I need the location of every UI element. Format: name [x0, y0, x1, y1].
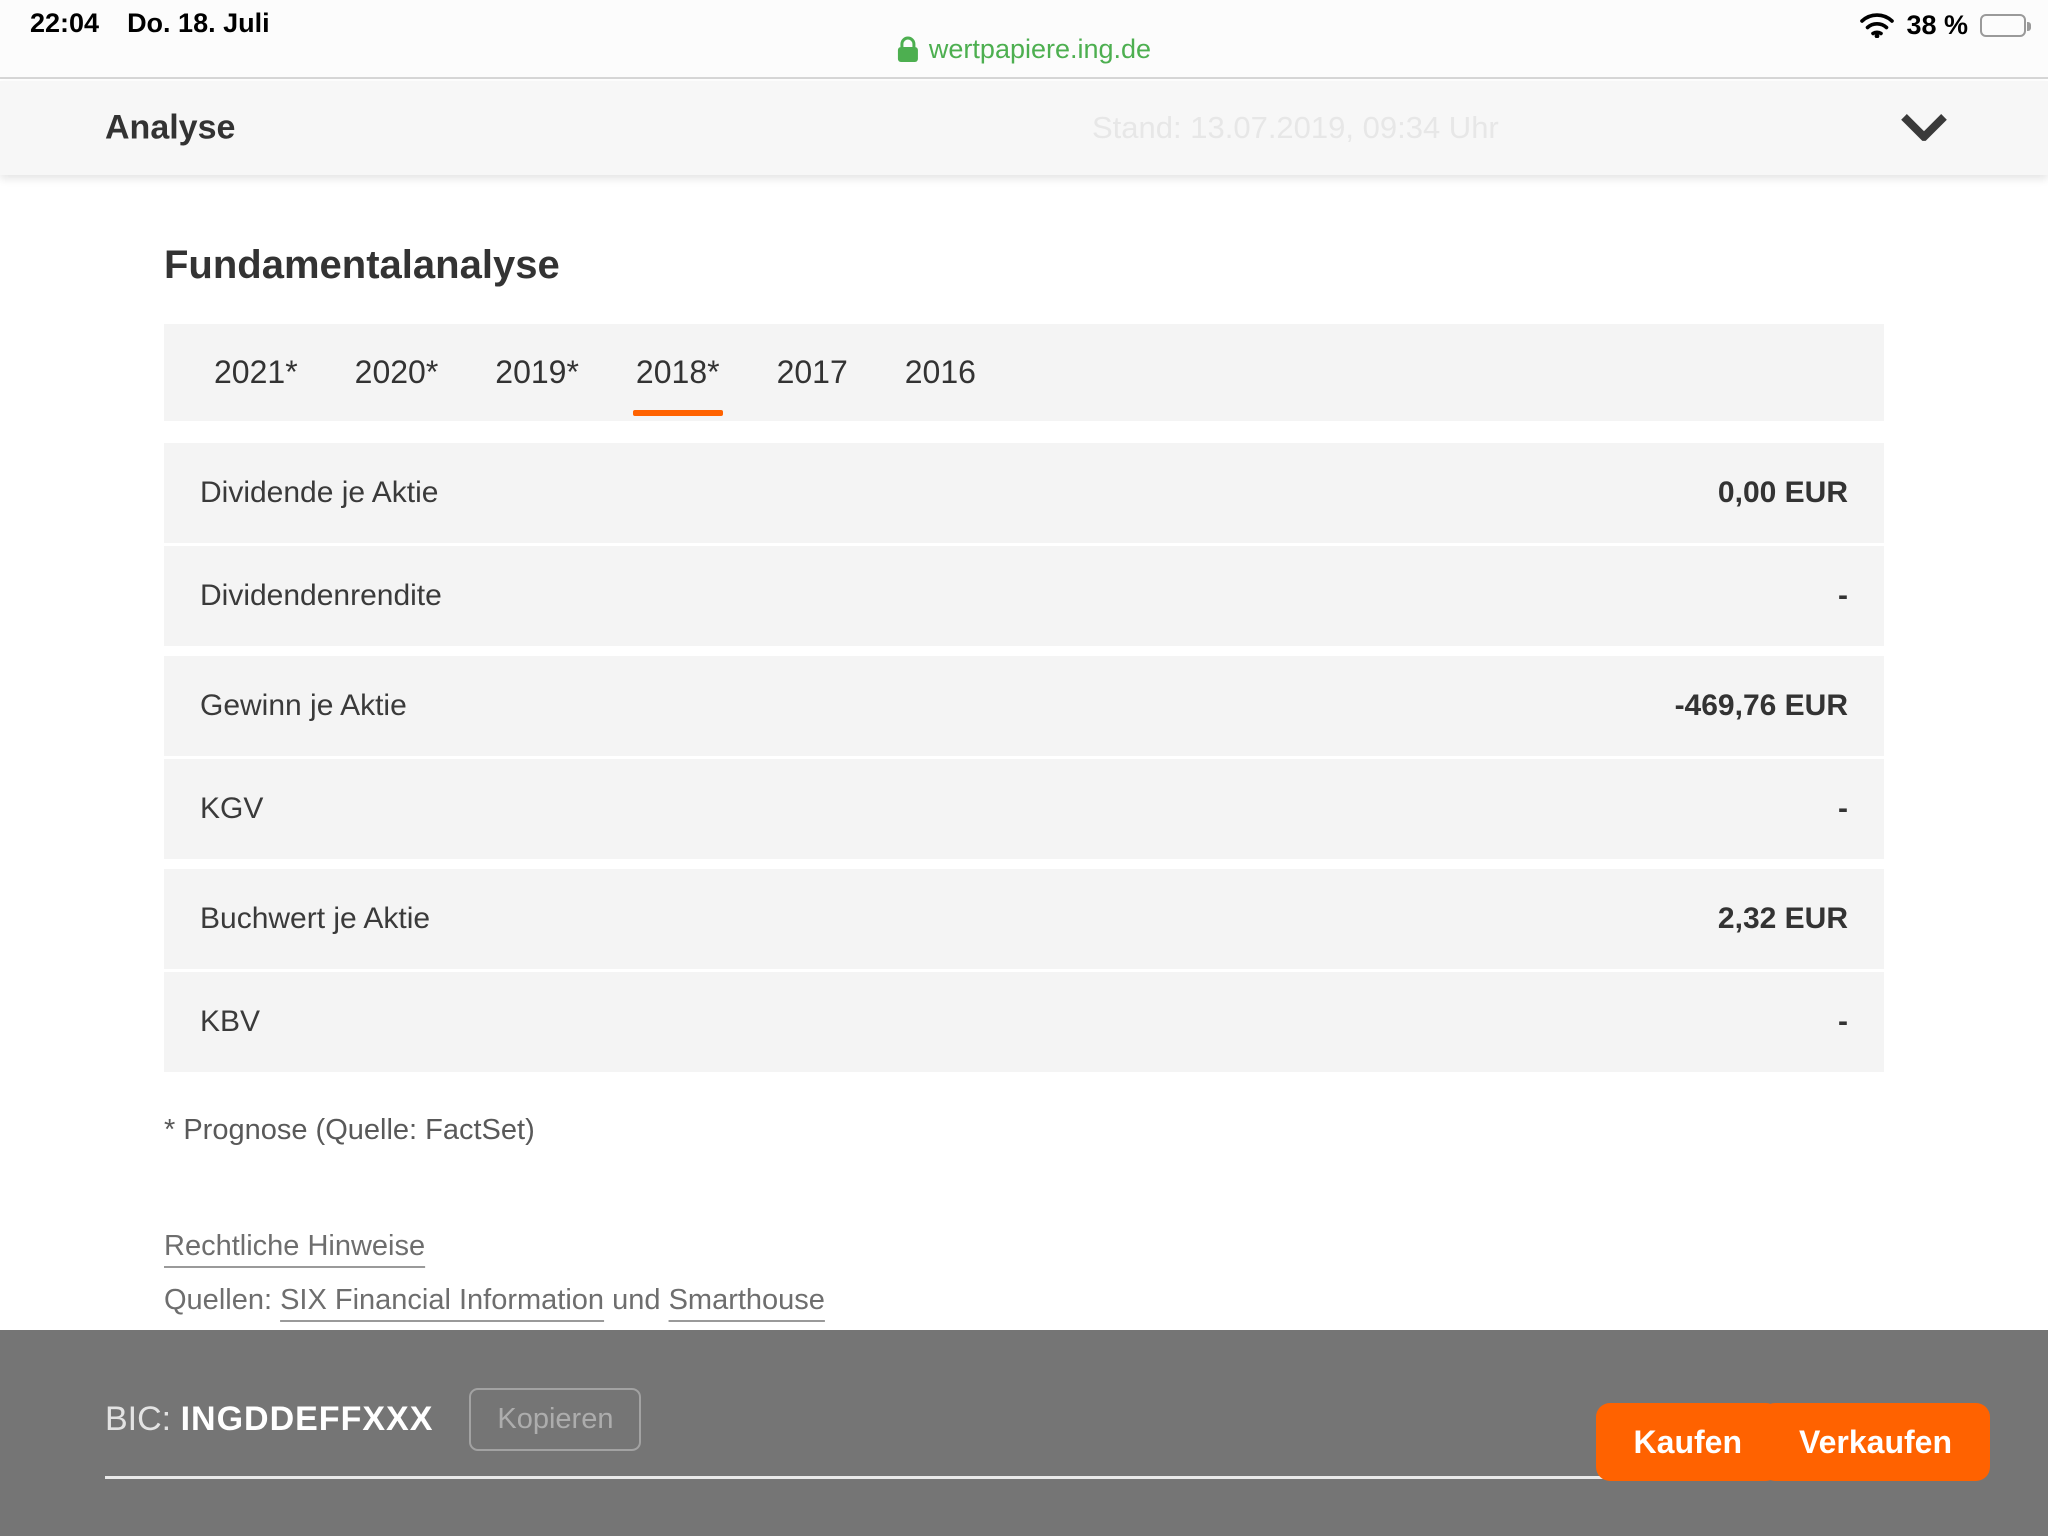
tab-2019[interactable]: 2019* — [495, 354, 579, 390]
row-label: Gewinn je Aktie — [200, 689, 407, 722]
wifi-icon — [1860, 13, 1894, 38]
row-value: -469,76 EUR — [1674, 689, 1848, 722]
url-text: wertpapiere.ing.de — [928, 34, 1152, 64]
row-label: Dividende je Aktie — [200, 476, 439, 509]
row-value: - — [1838, 579, 1848, 612]
fundamentals-table — [164, 443, 1884, 1072]
tab-2021[interactable]: 2021* — [214, 354, 298, 390]
forecast-footnote: * Prognose (Quelle: FactSet) — [164, 1114, 535, 1146]
row-label: Buchwert je Aktie — [200, 902, 431, 935]
row-value: - — [1838, 792, 1848, 825]
table-row — [164, 869, 1884, 969]
date: Do. 18. Juli — [127, 8, 270, 38]
bic-label: BIC: — [105, 1400, 181, 1438]
bic-value: INGDDEFFXXX — [180, 1400, 434, 1438]
section-title: Fundamentalanalyse — [164, 243, 560, 287]
table-row — [164, 656, 1884, 756]
table-row — [164, 546, 1884, 646]
source-link-smarthouse[interactable]: Smarthouse — [668, 1284, 825, 1316]
page-title: Analyse — [105, 108, 236, 147]
legal-notice-link[interactable]: Rechtliche Hinweise — [164, 1230, 426, 1262]
table-row — [164, 759, 1884, 859]
table-row — [164, 972, 1884, 1072]
year-tabs — [164, 324, 1884, 421]
sell-button[interactable]: Verkaufen — [1761, 1403, 1990, 1481]
battery-percent: 38 % — [1906, 10, 1968, 40]
sources-connector: und — [604, 1284, 669, 1316]
row-label: Dividendenrendite — [200, 579, 442, 612]
clock: 22:04 — [30, 8, 100, 38]
tab-2020[interactable]: 2020* — [354, 354, 439, 390]
status-bar-right — [1860, 10, 2026, 41]
battery-nub — [2027, 22, 2031, 31]
row-label: KGV — [200, 792, 264, 825]
copy-bic-button[interactable]: Kopieren — [469, 1388, 641, 1451]
status-bar-left — [30, 8, 270, 39]
chevron-down-icon[interactable] — [1900, 113, 1948, 141]
source-link-six[interactable]: SIX Financial Information — [280, 1284, 605, 1316]
tab-2018[interactable]: 2018* — [635, 354, 720, 390]
tab-2016[interactable]: 2016 — [904, 354, 976, 390]
lock-icon — [897, 36, 919, 63]
row-value: 0,00 EUR — [1717, 476, 1848, 509]
row-value: 2,32 EUR — [1717, 902, 1848, 935]
legal-section — [164, 1219, 1884, 1327]
data-timestamp: Stand: 13.07.2019, 09:34 Uhr — [1092, 110, 1499, 145]
page-header — [0, 81, 2048, 175]
order-footer-bar — [0, 1330, 2048, 1536]
row-label: KBV — [200, 1005, 261, 1038]
main-content — [0, 175, 2048, 1327]
buy-button[interactable]: Kaufen — [1596, 1403, 1780, 1481]
sources-prefix: Quellen: — [164, 1284, 281, 1316]
battery-icon — [1980, 14, 2026, 37]
bic-text — [105, 1400, 433, 1439]
table-row — [164, 443, 1884, 543]
address-bar[interactable] — [897, 34, 1151, 65]
tab-2017[interactable]: 2017 — [776, 354, 848, 390]
browser-chrome — [0, 0, 2048, 79]
row-value: - — [1838, 1005, 1848, 1038]
